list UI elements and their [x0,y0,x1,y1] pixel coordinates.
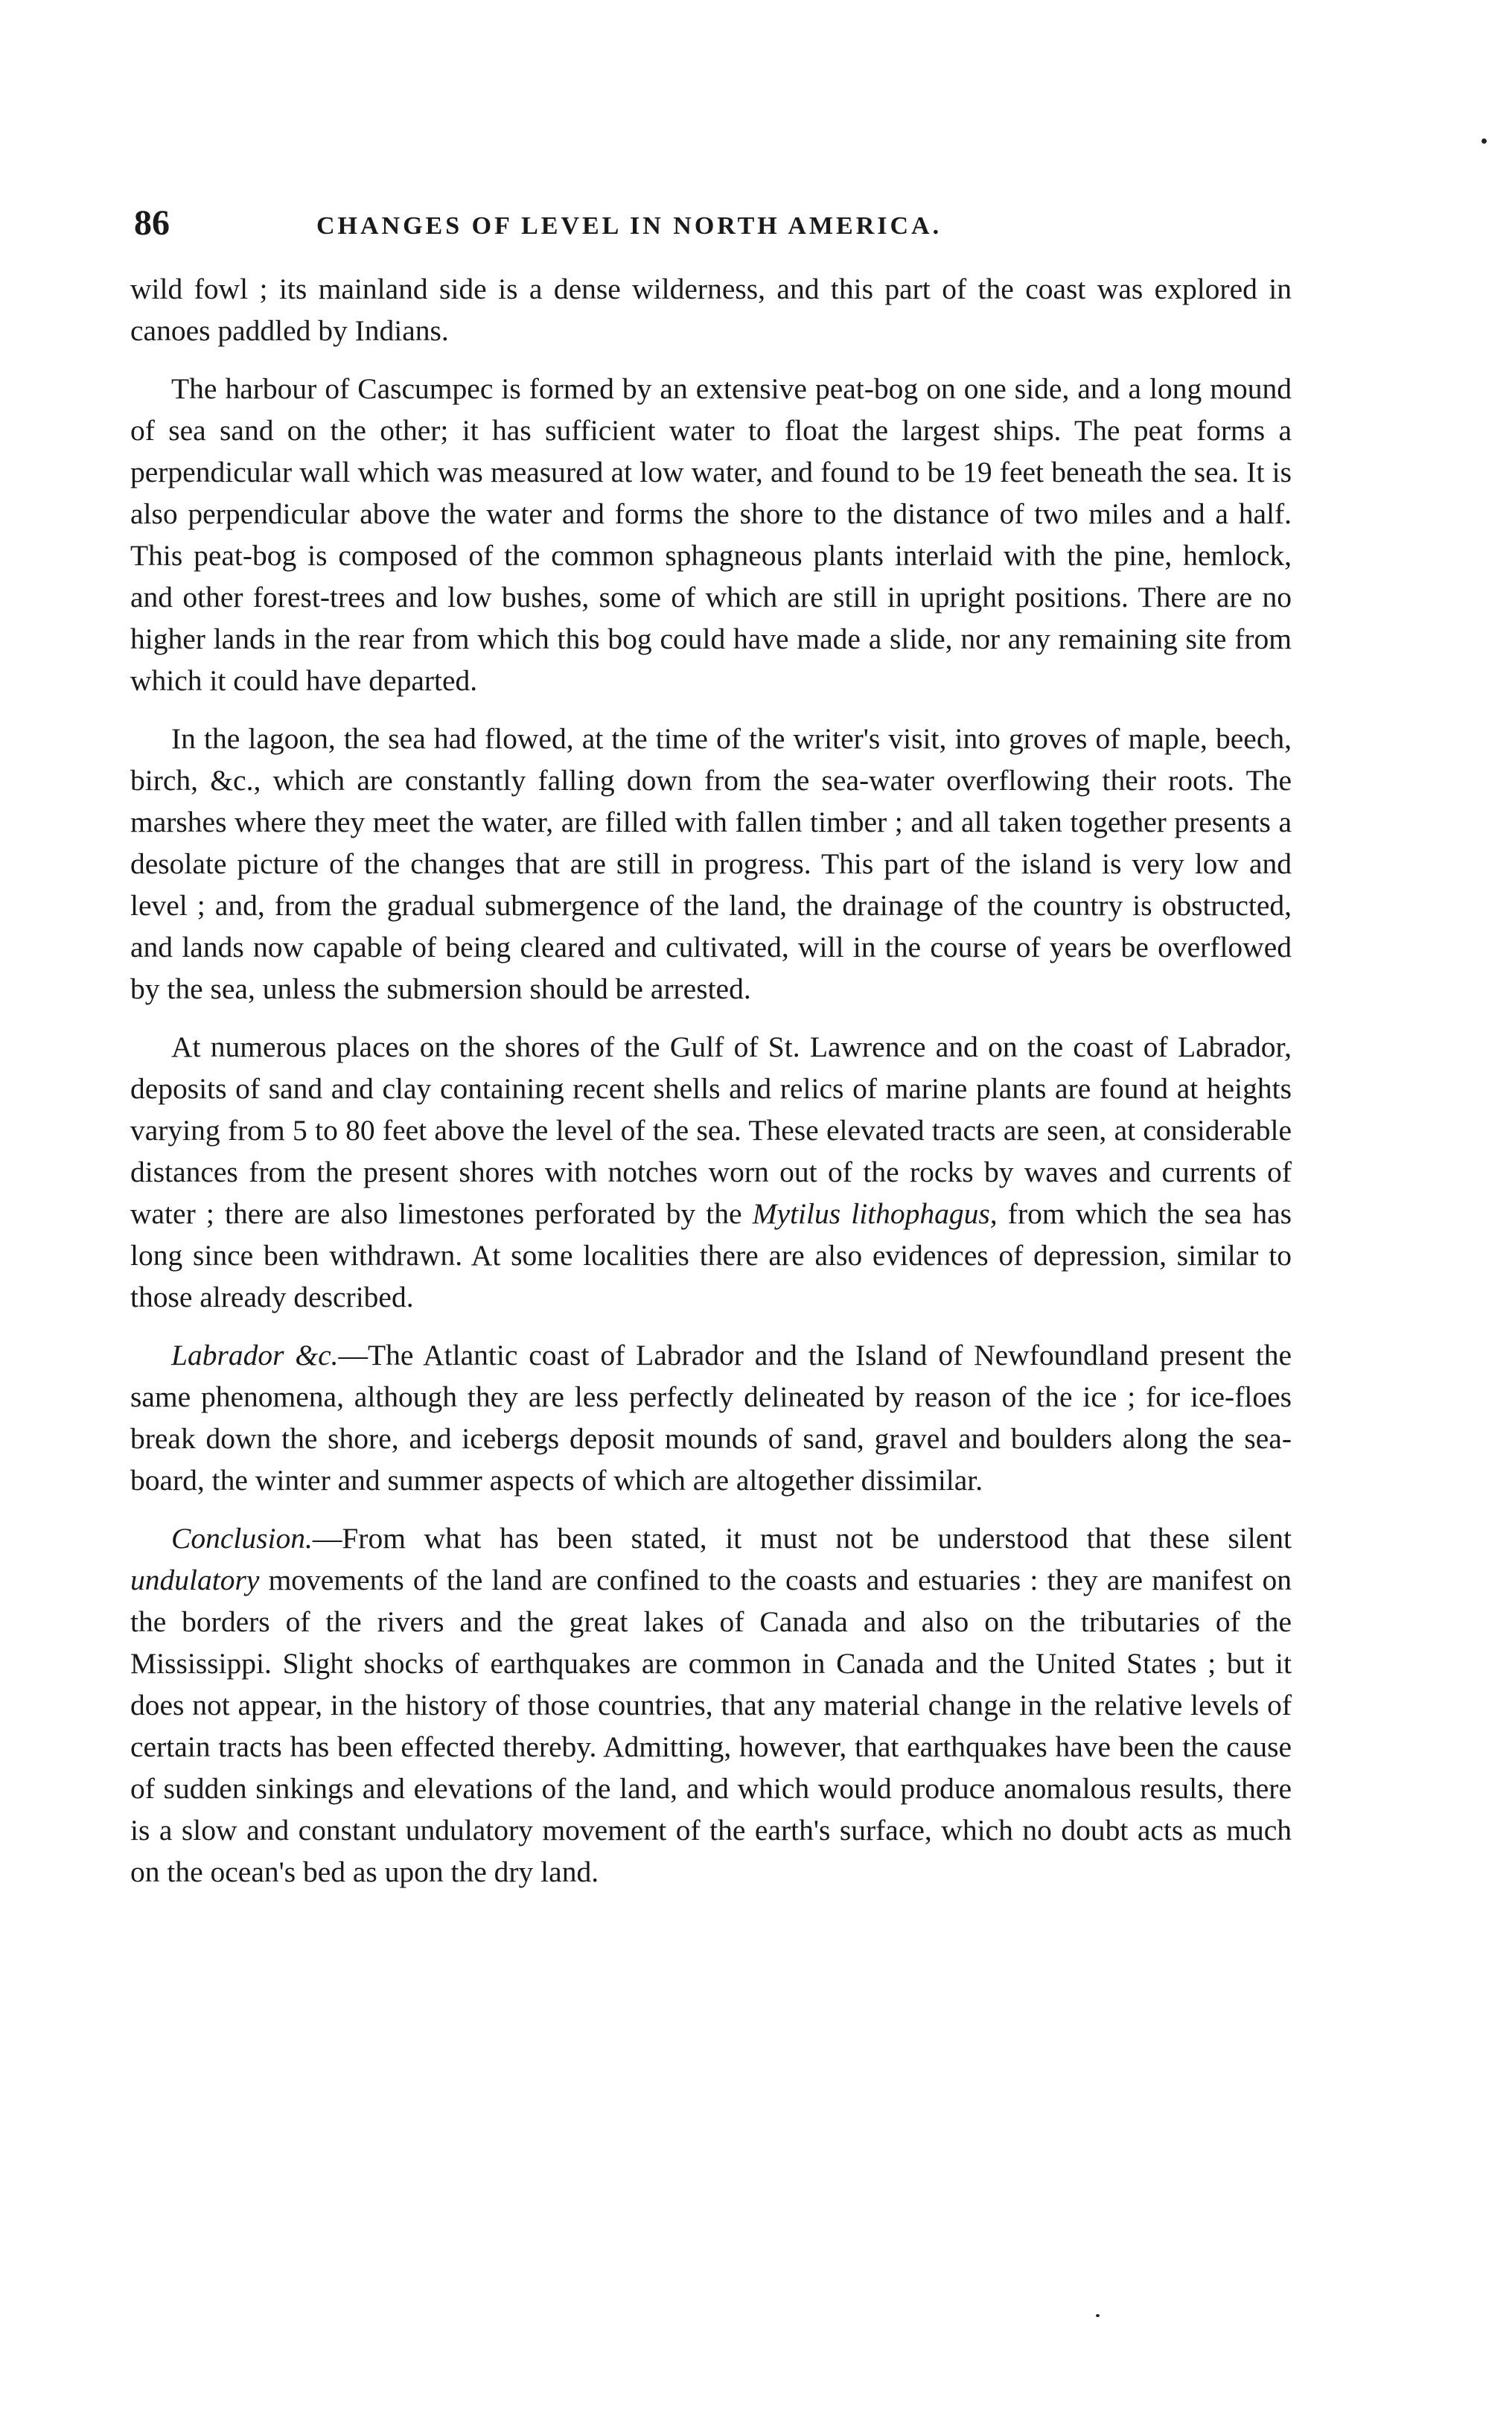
emphasized-word: undulatory [130,1564,260,1596]
paragraph-text-after: from which the sea has long since been withdrawn. At some localities there are also evidences of depression, similar to those already described. [130,1197,1292,1313]
paragraph-cascumpec: The harbour of Cascumpec is formed by an extensive peat-bog on one side, and a long mound of sea sand on the other; it has sufficient water to float the largest ships. The peat forms a perpendicular wall which was measured at low water, and found to be 19 feet beneath the sea. It is also perpendicular above the water and forms the shore to the distance of two miles and a half. This peat-bog is composed of the common sphagneous plants interlaid with the pine, hemlock, and other forest-trees and low bushes, some of which are still in upright positions. There are no higher lands in the rear from which this bog could have made a slide, nor any remaining site from which it could have departed. [130,372,1292,697]
paragraph-conclusion [130,1517,1292,1893]
section-lead-conclusion: Conclusion. [171,1522,313,1555]
paragraph-text-after: movements of the land are confined to the coasts and estuaries : they are manifest on the borders of the rivers and the great lakes of Canada and also on the tributaries of the Mississippi. Slight shocks of earthquakes are common in Canada and the United States ; but it does not appear, in the history of those countries, that any material change in the relative levels of certain tracts has been effected thereby. Admitting, however, that earthquakes have been the cause of sudden sinkings and elevations of the land, and which would produce anomalous results, there is a slow and constant undulatory movement of the earth's surface, which no doubt acts as much on the ocean's bed as upon the dry land. [130,1564,1292,1888]
species-name: Mytilus lithophagus, [752,1197,998,1230]
page-number: 86 [134,203,170,243]
page-header [130,200,1292,247]
paragraph-labrador [130,1334,1292,1501]
paragraph-text: —The Atlantic coast of Labrador and the Island of Newfoundland present the same phenomena, although they are less perfectly delineated by reason of the ice ; for ice-floes break down the shore, and icebergs deposit mounds of sand, gravel and boulders along the sea-board, the winter and summer aspects of which are altogether dissimilar. [130,1339,1292,1497]
paragraph-gulf-st-lawrence [130,1026,1292,1318]
paragraph-continued: wild fowl ; its mainland side is a dense wilderness, and this part of the coast was explored in canoes paddled by Indians. [130,273,1292,347]
section-lead-labrador: Labrador &c. [171,1339,339,1371]
paragraph-text-before: —From what has been stated, it must not be understood that these silent [312,1522,1292,1555]
book-page [130,200,1292,1909]
paragraph-lagoon: In the lagoon, the sea had flowed, at the time of the writer's visit, into groves of maple, beech, birch, &c., which are constantly falling down from the sea-water overflowing their roots. The marshes where they meet the water, are filled with fallen timber ; and all taken together presents a desolate picture of the changes that are still in progress. This part of the island is very low and level ; and, from the gradual submergence of the land, the drainage of the country is obstructed, and lands now capable of being cleared and cultivated, will in the course of years be overflowed by the sea, unless the submersion should be arrested. [130,722,1292,1005]
scan-speck [1096,2314,1100,2317]
scan-speck [1481,138,1487,144]
running-title: CHANGES OF LEVEL IN NORTH AMERICA. [316,212,942,240]
paragraph-text-before: At numerous places on the shores of the Gulf of St. Lawrence and on the coast of Labrador, deposits of sand and clay containing recent shells and relics of marine plants are found at heights varying from 5 to 80 feet above the level of the sea. These elevated tracts are seen, at considerable distances from the present shores with notches worn out of the rocks by waves and currents of water ; there are also limestones perforated by the [130,1030,1292,1230]
